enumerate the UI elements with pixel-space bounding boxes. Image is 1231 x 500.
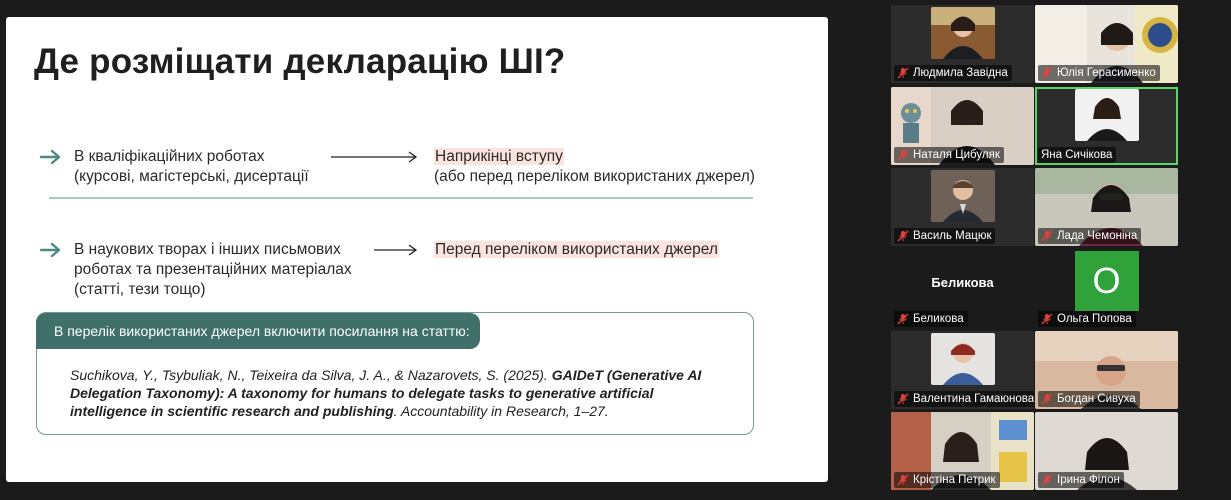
- row1-right-extra: (або перед переліком використаних джерел): [434, 168, 755, 185]
- section-divider: [49, 197, 753, 199]
- citation-journal: . Accountability in Research, 1–27.: [393, 403, 609, 419]
- row2-left-line1: В наукових творах і інших письмових: [74, 241, 341, 258]
- mic-off-icon: [897, 393, 909, 405]
- participant-name: Беликова: [913, 313, 964, 325]
- participant-tile[interactable]: [891, 87, 1034, 165]
- participant-name: Яна Сичікова: [1041, 149, 1113, 161]
- mic-off-icon: [897, 474, 909, 486]
- participant-tile[interactable]: [891, 168, 1034, 246]
- arrow-right-icon: [39, 242, 63, 258]
- mic-off-icon: [1041, 313, 1053, 325]
- mic-off-icon: [897, 230, 909, 242]
- participant-tile[interactable]: [891, 412, 1034, 490]
- participant-name: Богдан Сивуха: [1057, 393, 1136, 405]
- participant-tile[interactable]: [1035, 412, 1178, 490]
- reference-heading: В перелік використаних джерел включити посилання на статтю:: [36, 313, 480, 349]
- participant-name: Ірина Філон: [1057, 474, 1120, 486]
- participant-name: Юлія Герасименко: [1057, 67, 1156, 79]
- row2-right-text: [434, 240, 719, 260]
- participant-nametag: [894, 391, 1034, 407]
- mic-off-icon: [897, 313, 909, 325]
- participant-name: Крістіна Петрик: [913, 474, 996, 486]
- mic-off-icon: [897, 149, 909, 161]
- mic-off-icon: [1041, 67, 1053, 79]
- participant-video: [1075, 89, 1139, 141]
- participant-tile[interactable]: [1035, 251, 1178, 329]
- participant-tile[interactable]: [891, 251, 1034, 329]
- participant-nametag: [894, 472, 1000, 488]
- reference-citation: [70, 366, 710, 420]
- participant-nametag: [1038, 228, 1141, 244]
- row1-left-text: [74, 147, 309, 187]
- participant-display-name: Беликова: [931, 275, 994, 290]
- participant-nametag: [1038, 65, 1160, 81]
- participant-name: Наталя Цибуляк: [913, 149, 1000, 161]
- row2-left-line2: роботах та презентаційних матеріалах: [74, 261, 352, 278]
- participant-nametag: [1038, 472, 1124, 488]
- row1-left-line1: В кваліфікаційних роботах: [74, 148, 265, 165]
- participant-tile[interactable]: [1035, 5, 1178, 83]
- arrow-right-icon: [39, 149, 63, 165]
- row2-highlight: Перед переліком використаних джерел: [435, 241, 718, 258]
- participant-video: [931, 7, 995, 59]
- participant-tile[interactable]: [1035, 168, 1178, 246]
- participant-tile-active[interactable]: [1035, 87, 1178, 165]
- participant-tile[interactable]: [891, 5, 1034, 83]
- participant-video: [931, 170, 995, 222]
- long-arrow-icon: [331, 151, 418, 163]
- participant-nametag: [894, 147, 1004, 163]
- participant-nametag: [894, 228, 995, 244]
- mic-off-icon: [1041, 230, 1053, 242]
- row2-left-line3: (статті, тези тощо): [74, 281, 206, 298]
- avatar: О: [1075, 251, 1139, 311]
- participant-tile[interactable]: [891, 331, 1034, 409]
- participant-name: Ольга Попова: [1057, 313, 1132, 325]
- short-arrow-icon: [374, 244, 418, 256]
- participant-name: Валентина Гамаюнова: [913, 393, 1034, 405]
- citation-title: GAIDeT (Generative AI Delegation Taxonomy): A taxonomy for humans to delegate tasks to generative artificial intelligence in scientific research and publishing: [70, 367, 702, 419]
- participant-name: Василь Мацюк: [913, 230, 992, 242]
- participant-tile[interactable]: [1035, 331, 1178, 409]
- mic-off-icon: [1041, 474, 1053, 486]
- row2-left-text: [74, 240, 352, 300]
- row1-highlight: Наприкінці вступу: [435, 148, 563, 165]
- citation-authors: Suchikova, Y., Tsybuliak, N., Teixeira da Silva, J. A., & Nazarovets, S. (2025).: [70, 367, 552, 383]
- participant-video: [931, 333, 995, 385]
- row1-right-text: [434, 147, 755, 187]
- participant-nametag: [1038, 311, 1136, 327]
- row1-left-line2: (курсові, магістерські, дисертації: [74, 168, 309, 185]
- mic-off-icon: [897, 67, 909, 79]
- participant-nametag: [894, 311, 968, 327]
- slide-title: Де розміщати декларацію ШІ?: [34, 42, 566, 81]
- participant-name: Лада Чемоніна: [1057, 230, 1138, 242]
- mic-off-icon: [1041, 393, 1053, 405]
- participant-nametag: [1038, 391, 1140, 407]
- participant-nametag: [894, 65, 1012, 81]
- participant-nametag: [1038, 147, 1116, 163]
- participant-name: Людмила Завідна: [913, 67, 1008, 79]
